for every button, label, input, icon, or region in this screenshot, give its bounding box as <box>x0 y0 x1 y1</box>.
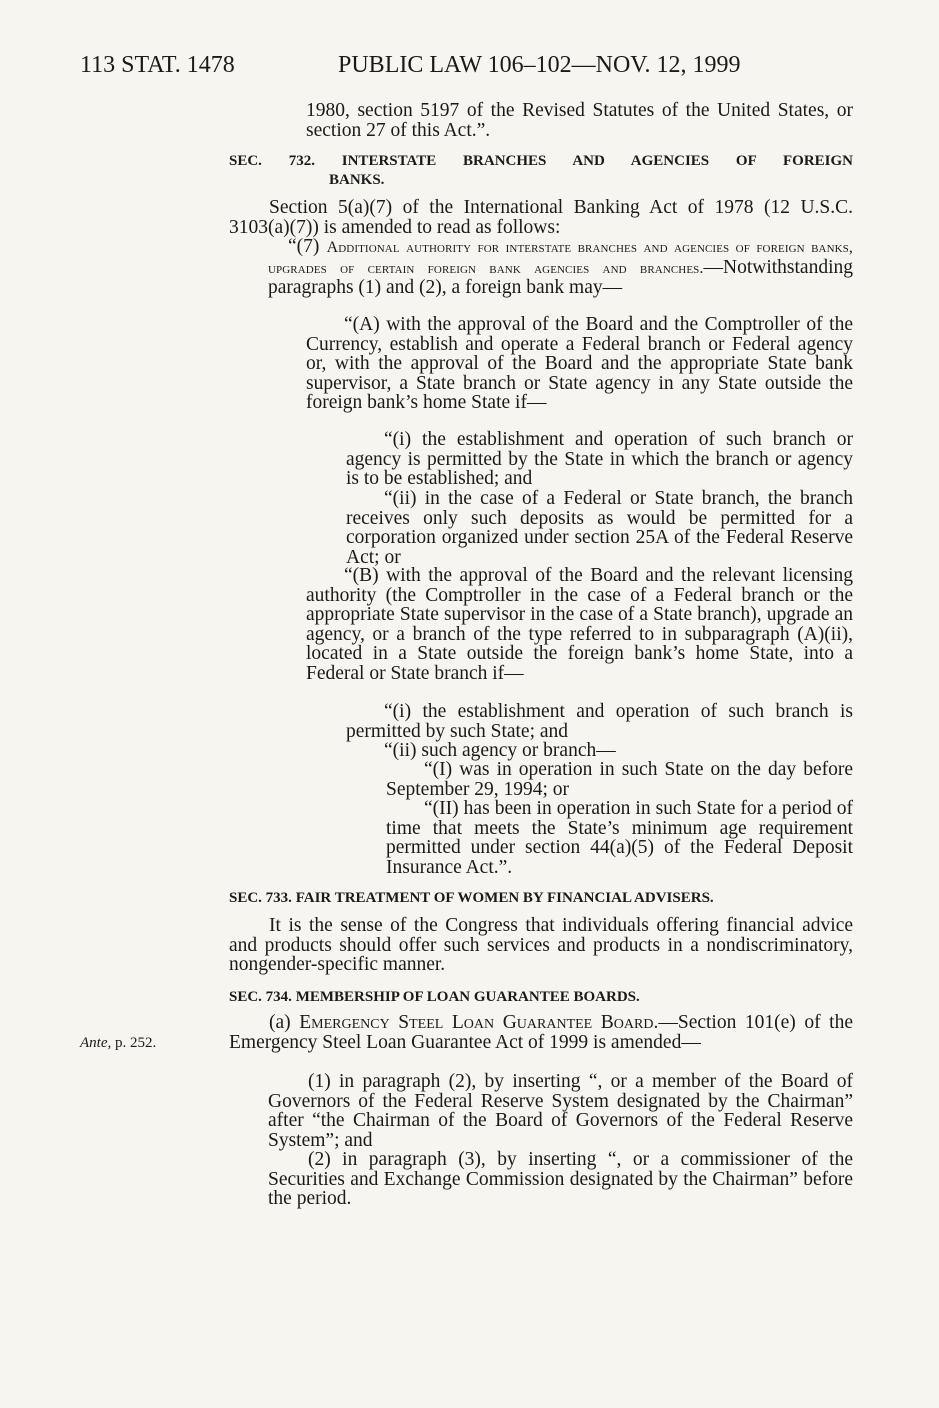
section-733-text: It is the sense of the Congress that individuals offering financial advice and products should offer such services and products in a nondiscriminatory, nongender-specific manner. <box>229 915 853 976</box>
clause-B-i <box>346 702 853 741</box>
section-734-number: SEC. 734. <box>229 989 292 1005</box>
section-733-number: SEC. 733. <box>229 890 292 906</box>
subparagraph-B-text: “(B) with the approval of the Board and the relevant licensing authority (the Comptroller in the case of a Federal branch or the appropriate State supervisor in the case of a State branch), upgrade an agency, or a branch of the type referred to in subparagraph (A)(ii), located in a State outside the foreign bank’s home State, into a Federal or State branch if— <box>306 565 853 684</box>
item-2-text: (2) in paragraph (3), by inserting “, or a commissioner of the Securities and Exchange Commission designated by the Chairman” before the period. <box>268 1149 853 1210</box>
clause-A-ii-text: “(ii) in the case of a Federal or State branch, the branch receives only such deposits as would be permitted for a corporation organized under section 25A of the Federal Reserve Act; or <box>346 488 853 568</box>
section-732-intro-text: Section 5(a)(7) of the International Banking Act of 1978 (12 U.S.C. 3103(a)(7)) is amended to read as follows: <box>229 197 853 238</box>
clause-A-ii <box>346 489 853 567</box>
subsection-a-label: (a) <box>269 1012 291 1033</box>
paragraph-7-text: —Notwithstanding paragraphs (1) and (2), a foreign bank may— <box>268 256 853 299</box>
running-header-title: PUBLIC LAW 106–102—NOV. 12, 1999 <box>338 52 741 78</box>
paragraph-7 <box>268 237 853 298</box>
subsection-a <box>229 1013 853 1052</box>
subparagraph-B <box>306 566 853 684</box>
clause-A-i-text: “(i) the establishment and operation of such branch or agency is permitted by the State in which the branch or agency is to be established; and <box>346 429 853 490</box>
margin-note-page: p. 252. <box>115 1035 157 1051</box>
clause-B-ii <box>346 741 853 761</box>
section-732-intro <box>229 198 853 237</box>
section-734-title: MEMBERSHIP OF LOAN GUARANTEE BOARDS. <box>295 989 640 1005</box>
item-1-text: (1) in paragraph (2), by inserting “, or a member of the Board of Governors of the Federal Reserve System designated by the Chairman” after “the Chairman of the Board of Governors of the Federal Reserve System”; and <box>268 1071 853 1151</box>
subsection-a-text: —Section 101(e) of the Emergency Steel Loan Guarantee Act of 1999 is amended— <box>229 1012 853 1053</box>
carryover-text <box>306 101 853 140</box>
section-734-heading <box>229 988 853 1007</box>
subparagraph-A-text: “(A) with the approval of the Board and the Comptroller of the Currency, establish and operate a Federal branch or Federal agency or, with the approval of the Board and the appropriate State bank supervisor, a State branch or State agency in any State outside the foreign bank’s home State if— <box>306 314 853 414</box>
subclause-B-ii-I-text: “(I) was in operation in such State on the day before September 29, 1994; or <box>386 759 853 800</box>
item-1 <box>268 1072 853 1150</box>
margin-note-ante: Ante, <box>80 1035 112 1051</box>
stat-page-number: 113 STAT. 1478 <box>80 52 235 78</box>
section-732-number: SEC. 732. <box>229 153 315 169</box>
margin-note <box>80 1035 156 1052</box>
subclause-B-ii-I <box>386 760 853 799</box>
subparagraph-A <box>306 315 853 413</box>
paragraph-7-heading: Additional authority for interstate branches and agencies of foreign banks, upgrades of certain foreign bank agencies and branches. <box>268 239 854 277</box>
paragraph-7-number: “(7) <box>288 236 320 257</box>
section-733-body <box>229 916 853 975</box>
section-733-heading <box>229 889 853 908</box>
section-732-heading <box>229 152 853 190</box>
subsection-a-heading: Emergency Steel Loan Guarantee Board. <box>299 1012 659 1033</box>
subclause-B-ii-II-text: “(II) has been in operation in such State for a period of time that meets the State’s minimum age requirement permitted under section 44(a)(5) of the Federal Deposit Insurance Act.”. <box>386 798 853 878</box>
section-732-title-line1: INTERSTATE BRANCHES AND AGENCIES OF FOREIGN <box>341 153 853 169</box>
clause-A-i <box>346 430 853 489</box>
item-2 <box>268 1150 853 1209</box>
section-732-title-line2: BANKS. <box>329 172 385 188</box>
section-733-title: FAIR TREATMENT OF WOMEN BY FINANCIAL ADVISERS. <box>295 890 714 906</box>
clause-B-i-text: “(i) the establishment and operation of such branch is permitted by such State; and <box>346 701 853 742</box>
subclause-B-ii-II <box>386 799 853 877</box>
carryover-paragraph: 1980, section 5197 of the Revised Statutes of the United States, or section 27 of this Act.”. <box>306 100 853 141</box>
clause-B-ii-text: “(ii) such agency or branch— <box>384 740 616 761</box>
